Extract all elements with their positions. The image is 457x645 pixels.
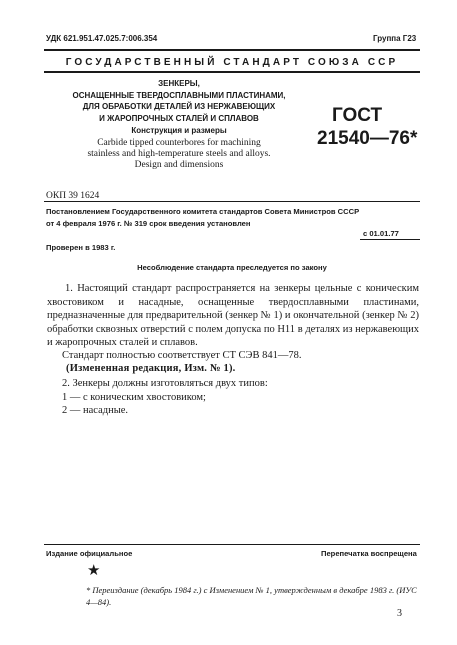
law-warning: Несоблюдение стандарта преследуется по закону xyxy=(137,263,327,272)
star-icon: ★ xyxy=(87,563,101,579)
paragraph-2: 2. Зенкеры должны изготовляться двух типов: xyxy=(62,378,268,389)
footer-rule xyxy=(44,544,420,545)
official-edition: Издание официальное xyxy=(46,549,133,558)
title-en-line: stainless and high-temperature steels and alloys. xyxy=(87,149,271,159)
title-line: ОСНАЩЕННЫЕ ТВЕРДОСПЛАВНЫМИ ПЛАСТИНАМИ, xyxy=(72,90,286,100)
gost-label: ГОСТ xyxy=(332,105,383,126)
title-english xyxy=(44,138,314,171)
decree-text xyxy=(46,206,422,229)
subtitle-russian: Конструкция и размеры xyxy=(131,126,227,135)
title-line: И ЖАРОПРОЧНЫХ СТАЛЕЙ И СПЛАВОВ xyxy=(99,113,259,123)
checked-year: Проверен в 1983 г. xyxy=(46,243,116,252)
header-rule-bottom xyxy=(44,71,420,73)
reprint-footnote: * Переиздание (декабрь 1984 г.) с Изменением № 1, утвержденным в декабре 1983 г. (ИУС 4—84). xyxy=(86,585,417,607)
sev-compliance: Стандарт полностью соответствует СТ СЭВ 841—78. xyxy=(62,350,302,361)
title-russian xyxy=(44,78,314,124)
page-number: 3 xyxy=(397,608,402,619)
decree-line: Постановлением Государственного комитета стандартов Совета Министров СССР xyxy=(46,207,360,216)
title-divider xyxy=(44,201,420,202)
okp-code: ОКП 39 1624 xyxy=(46,191,100,201)
paragraph-1: 1. Настоящий стандарт распространяется на зенкеры цельные с коническим хвостовиком и насадные, оснащенные твердосплавными пластинами, предназначенные для предварительной (зенкер № 1) и окончательной (зенкер № 2) обработки сквозных отверстий с полем допуска по Н11 в деталях из нержавеющих и жаропрочных сталей и сплавов. xyxy=(47,283,419,348)
type-2-item: 2 — насадные. xyxy=(62,405,129,416)
revision-note: (Измененная редакция, Изм. № 1). xyxy=(66,363,236,374)
effective-date: с 01.01.77 xyxy=(363,229,399,238)
title-line: ЗЕНКЕРЫ, xyxy=(158,79,200,88)
reprint-prohibited: Перепечатка воспрещена xyxy=(321,549,417,558)
decree-line: от 4 февраля 1976 г. № 319 срок введения установлен xyxy=(46,218,251,228)
header-rule-top xyxy=(44,49,420,51)
title-en-line: Carbide tipped counterbores for machining xyxy=(97,138,261,148)
effective-date-underline xyxy=(360,239,420,240)
title-line: ДЛЯ ОБРАБОТКИ ДЕТАЛЕЙ ИЗ НЕРЖАВЕЮЩИХ xyxy=(82,102,276,111)
group-code: Группа Г23 xyxy=(373,34,417,43)
type-1-item: 1 — с коническим хвостовиком; xyxy=(62,392,206,403)
gost-number: 21540—76* xyxy=(317,128,418,149)
state-standard-heading: ГОСУДАРСТВЕННЫЙ СТАНДАРТ СОЮЗА ССР xyxy=(65,57,399,68)
title-en-line: Design and dimensions xyxy=(134,160,224,170)
udc-code: УДК 621.951.47.025.7:006.354 xyxy=(46,34,158,43)
